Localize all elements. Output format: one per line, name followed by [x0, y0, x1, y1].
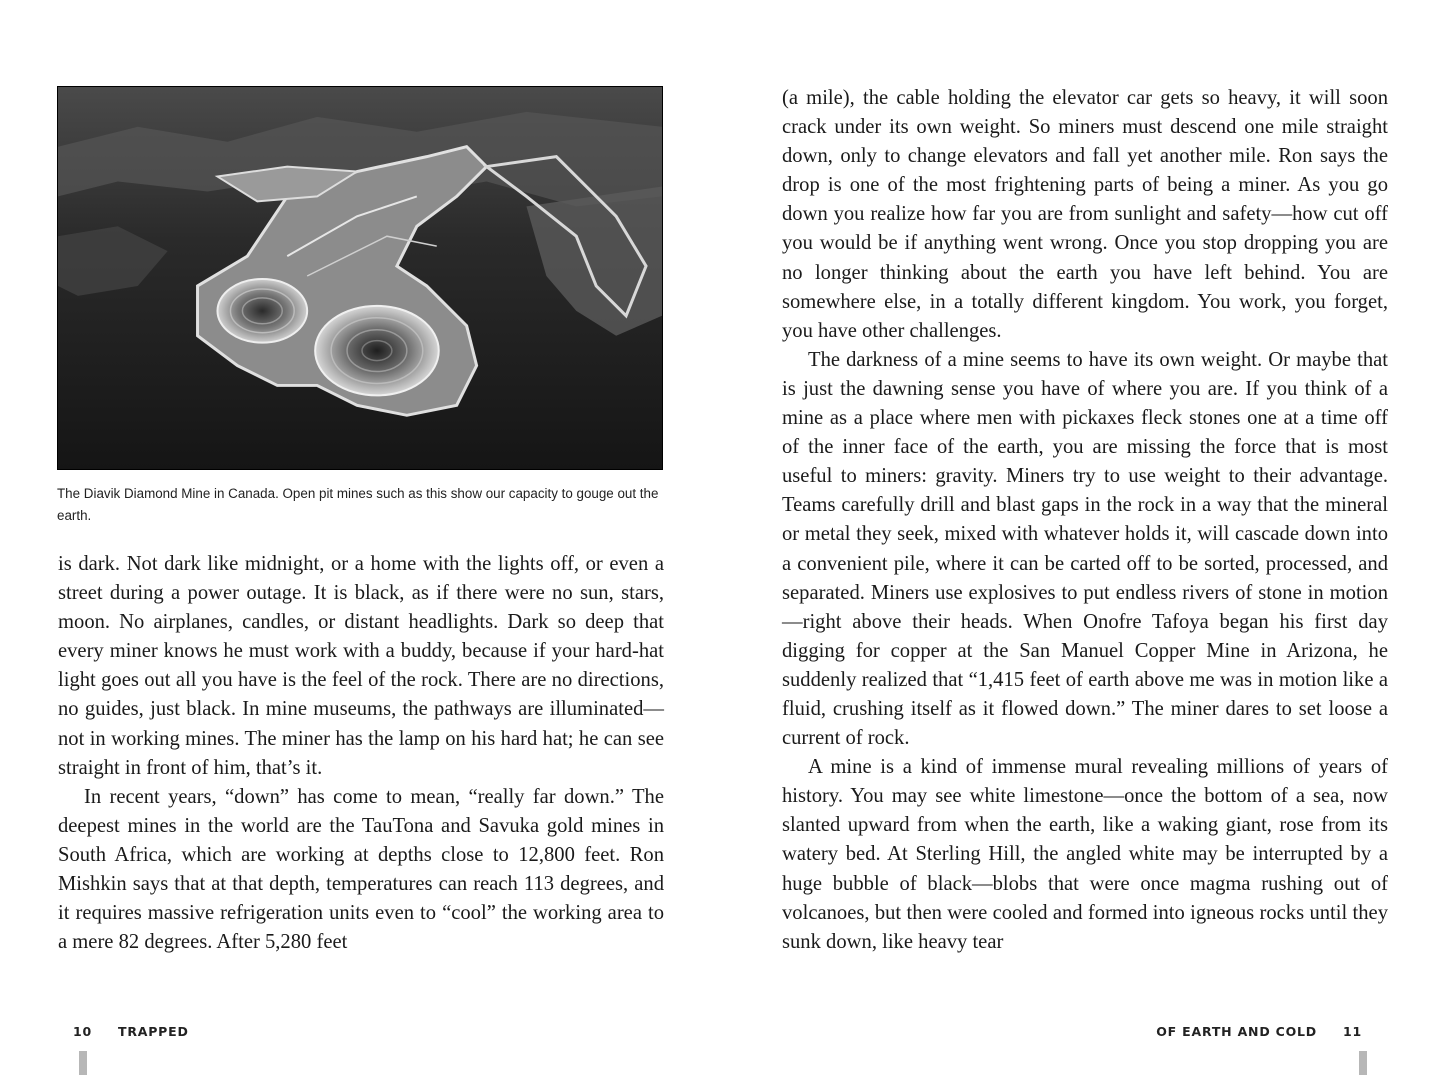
- paragraph: The darkness of a mine seems to have its own weight. Or maybe that is just the dawning sense you have of where you are. If you think of a mine as a place where men with pickaxes fleck stones one at a time off of the inner face of the earth, you are missing the force that is most useful to miners: gravity. Miners try to use weight to their advantage. Teams carefully drill and blast gaps in the rock in a way that the mineral or metal they seek, mixed with whatever holds it, will cascade down into a convenient pile, where it can be carted off to be sorted, processed, and separated. Miners use explosives to put endless rivers of stone in motion—right above their heads. When Onofre Tafoya began his first day digging for copper at the San Manuel Copper Mine in Arizona, he suddenly realized that “1,415 feet of earth above me was in motion like a fluid, crushing itself as it flowed down.” The miner dares to set loose a current of rock.: [782, 348, 1388, 750]
- paragraph: A mine is a kind of immense mural revealing millions of years of history. You may see white limestone—once the bottom of a sea, now slanted upward from when the earth, like a waking giant, rose from its watery bed. At Sterling Hill, the angled white may be interrupted by a huge bubble of black—blobs that were once magma rushing out of volcanoes, but then were cooled and formed into igneous rocks until they sunk down, like heavy tear: [782, 756, 1388, 953]
- paragraph: is dark. Not dark like midnight, or a home with the lights off, or even a street during a power outage. It is black, as if there were no sun, stars, moon. No airplanes, candles, or distant headlights. Dark so deep that every miner knows he must work with a buddy, because if your hard-hat light goes out all you have is the feel of the rock. There are no directions, no guides, just black. In mine museums, the pathways are illuminated—not in working mines. The miner has the lamp on his hard hat; he can see straight in front of him, that’s it.: [58, 553, 664, 779]
- diavik-diamond-mine-aerial-photo: [58, 87, 662, 469]
- photo-caption: The Diavik Diamond Mine in Canada. Open pit mines such as this show our capacity to gouge out the earth.: [57, 486, 659, 523]
- left-page-body: [58, 550, 664, 957]
- page-number: 11: [1343, 1024, 1362, 1039]
- left-page-footer: [73, 1024, 189, 1039]
- mine-photo: [57, 86, 663, 470]
- paragraph: (a mile), the cable holding the elevator car gets so heavy, it will soon crack under its own weight. So miners must descend one mile straight down, only to change elevators and fall yet another mile. Ron says the drop is one of the most frightening parts of being a miner. As you go down you realize how far you are from sunlight and safety—how cut off you would be if anything went wrong. Once you stop dropping you are no longer thinking about the earth you have left behind. You are somewhere else, in a totally different kingdom. You work, you forget, you have other challenges.: [782, 87, 1388, 342]
- running-head: TRAPPED: [118, 1024, 189, 1039]
- right-page-body: [782, 84, 1388, 957]
- page-edge-tab: [1359, 1051, 1367, 1075]
- page-number: 10: [73, 1024, 92, 1039]
- running-head: OF EARTH AND COLD: [1156, 1024, 1317, 1039]
- page-edge-tab: [79, 1051, 87, 1075]
- paragraph: In recent years, “down” has come to mean, “really far down.” The deepest mines in the world are the TauTona and Savuka gold mines in South Africa, which are working at depths close to 12,800 feet. Ron Mishkin says that at that depth, temperatures can reach 113 degrees, and it requires massive refrigeration units even to “cool” the working area to a mere 82 degrees. After 5,280 feet: [58, 785, 664, 954]
- right-page-footer: [1156, 1024, 1362, 1039]
